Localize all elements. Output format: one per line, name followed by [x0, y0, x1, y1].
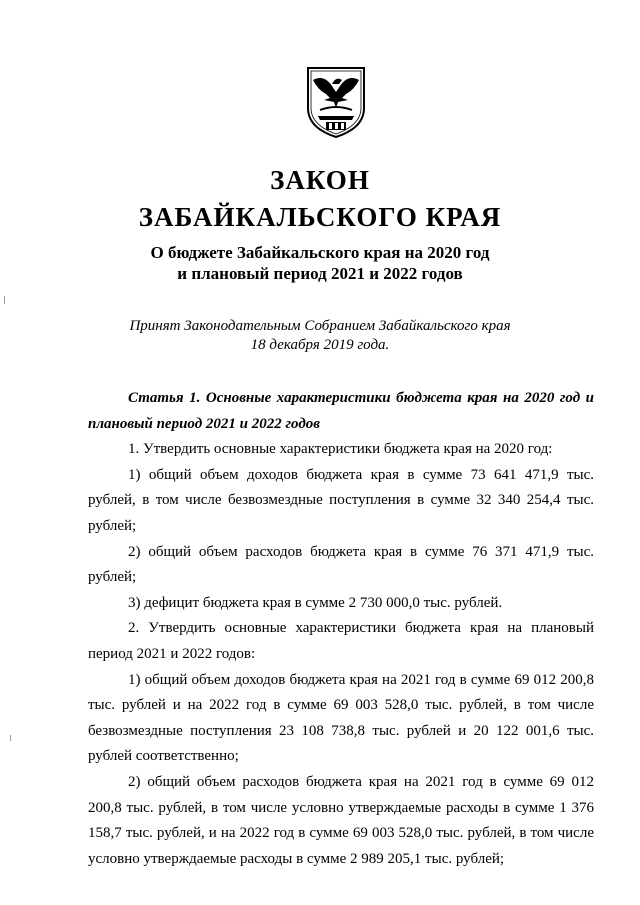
law-title-line1: ЗАКОН: [270, 165, 370, 195]
scan-margin-mark: [10, 735, 11, 741]
adoption-line2: 18 декабря 2019 года.: [250, 337, 390, 353]
law-subtitle-line1: О бюджете Забайкальского края на 2020 год: [150, 243, 490, 262]
adoption-line1: Принят Законодательным Собранием Забайкальского края: [129, 318, 511, 334]
law-title-line2: ЗАБАЙКАЛЬСКОГО КРАЯ: [138, 202, 502, 232]
paragraph-6: 1) общий объем доходов бюджета края на 2021 год в сумме 69 012 200,8 тыс. рублей и на 2022 год в сумме 69 003 528,0 тыс. рублей, в том числе безвозмездные поступления 23 108 738,8 тыс. рублей и 20 122 001,6 тыс. рублей соответственно;: [88, 671, 594, 765]
paragraph-7: 2) общий объем расходов бюджета края на 2021 год в сумме 69 012 200,8 тыс. рублей, в том числе условно утверждаемые расходы в сумме 1 376 158,7 тыс. рублей, и на 2022 год в сумме 69 003 528,0 тыс. рублей, в том числе условно утверждаемые расходы в сумме 2 989 205,1 тыс. рублей;: [88, 773, 594, 867]
paragraph-4: 3) дефицит бюджета края в сумме 2 730 000,0 тыс. рублей.: [128, 594, 503, 611]
article-heading: Статья 1. Основные характеристики бюджета края на 2020 год и плановый период 2021 и 2022 годов: [88, 390, 594, 432]
paragraph-2: 1) общий объем доходов бюджета края в сумме 73 641 471,9 тыс. рублей, в том числе безвозмездные поступления в сумме 32 340 254,4 тыс. рублей;: [88, 466, 594, 534]
coat-of-arms-emblem: [302, 64, 370, 140]
paragraph-1: 1. Утвердить основные характеристики бюджета края на 2020 год:: [128, 441, 553, 458]
paragraph-3: 2) общий объем расходов бюджета края в сумме 76 371 471,9 тыс. рублей;: [88, 543, 594, 586]
scan-margin-mark: [4, 296, 5, 304]
law-subtitle-line2: и плановый период 2021 и 2022 годов: [177, 264, 463, 283]
document-body: [88, 386, 594, 872]
paragraph-5: 2. Утвердить основные характеристики бюджета края на плановый период 2021 и 2022 годов:: [88, 620, 594, 662]
